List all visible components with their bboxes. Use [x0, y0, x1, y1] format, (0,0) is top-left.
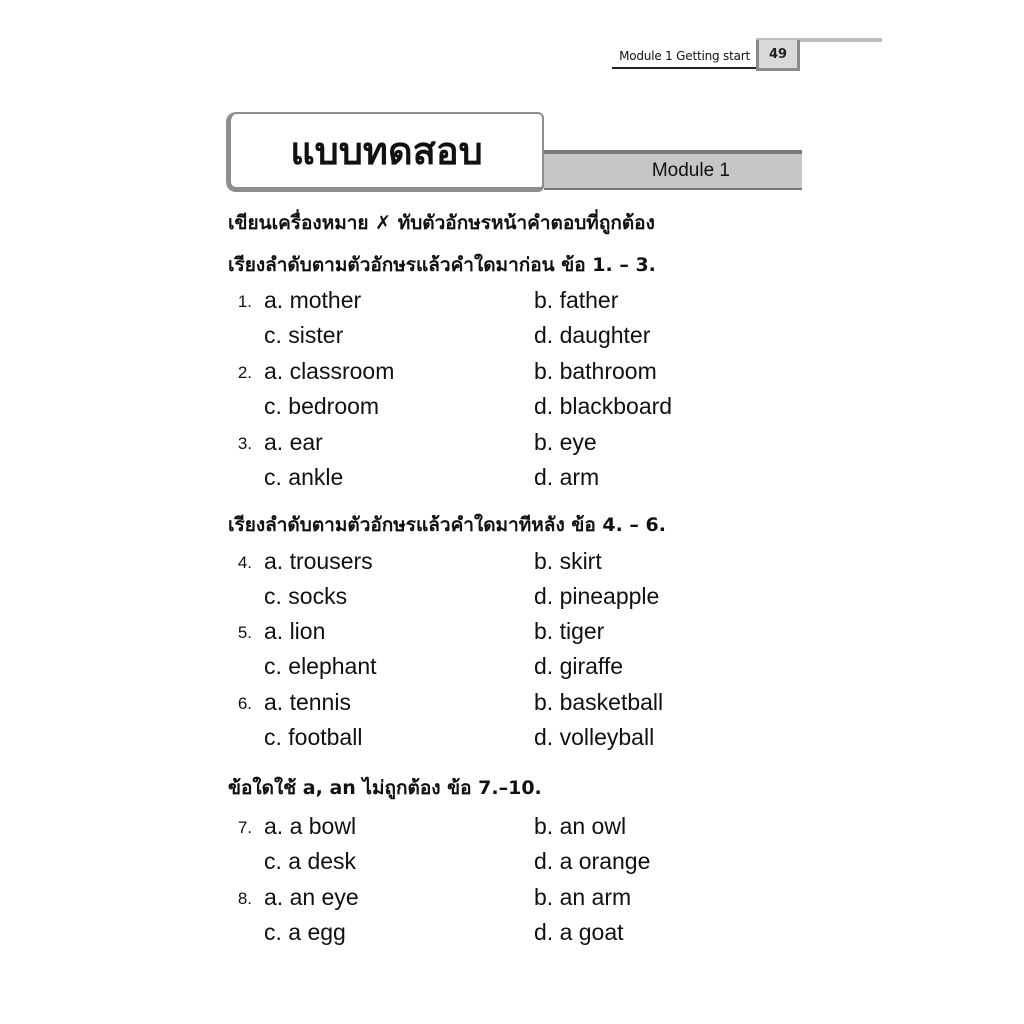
question-number: 7.	[237, 818, 252, 837]
question-number: 1.	[237, 292, 252, 311]
option-b[interactable]: b. bathroom	[534, 358, 657, 384]
option-a[interactable]: a. a bowl	[264, 813, 357, 839]
option-a[interactable]: a. an eye	[264, 884, 359, 910]
option-c[interactable]: c. socks	[264, 583, 348, 609]
module-label: Module 1	[651, 160, 730, 181]
option-a[interactable]: a. classroom	[264, 358, 395, 384]
header-rule	[612, 67, 756, 69]
question-number: 4.	[237, 553, 252, 572]
question-number: 6.	[237, 694, 252, 713]
option-c[interactable]: c. a egg	[264, 919, 346, 945]
instruction-main: เขียนเครื่องหมาย ✗ ทับตัวอักษรหน้าคำตอบที่ถูกต้อง	[228, 212, 655, 234]
question-number: 5.	[237, 623, 252, 642]
option-b[interactable]: b. father	[534, 287, 619, 313]
instruction-section-3: ข้อใดใช้ a, an ไม่ถูกต้อง ข้อ 7.–10.	[228, 777, 542, 799]
option-a[interactable]: a. ear	[264, 429, 323, 455]
option-d[interactable]: d. pineapple	[534, 583, 660, 609]
instruction-section-1: เรียงลำดับตามตัวอักษรแล้วคำใดมาก่อน ข้อ 1. – 3.	[228, 254, 656, 276]
option-d[interactable]: d. a goat	[534, 919, 624, 945]
question-number: 2.	[237, 363, 252, 382]
option-c[interactable]: c. a desk	[264, 848, 357, 874]
option-d[interactable]: d. daughter	[534, 322, 651, 348]
option-b[interactable]: b. an arm	[534, 884, 632, 910]
option-a[interactable]: a. tennis	[264, 689, 351, 715]
option-d[interactable]: d. blackboard	[534, 393, 673, 419]
option-d[interactable]: d. giraffe	[534, 653, 624, 679]
option-c[interactable]: c. sister	[264, 322, 344, 348]
option-b[interactable]: b. basketball	[534, 689, 664, 715]
option-d[interactable]: d. a orange	[534, 848, 651, 874]
option-b[interactable]: b. skirt	[534, 548, 602, 574]
question-number: 8.	[237, 889, 252, 908]
title-box	[226, 112, 544, 192]
page-number: 49	[756, 40, 800, 71]
instruction-section-2: เรียงลำดับตามตัวอักษรแล้วคำใดมาทีหลัง ข้อ 4. – 6.	[228, 514, 666, 536]
option-a[interactable]: a. lion	[264, 618, 326, 644]
option-a[interactable]: a. mother	[264, 287, 362, 313]
option-c[interactable]: c. ankle	[264, 464, 344, 490]
option-c[interactable]: c. elephant	[264, 653, 377, 679]
option-d[interactable]: d. volleyball	[534, 724, 655, 750]
option-b[interactable]: b. tiger	[534, 618, 605, 644]
question-number: 3.	[237, 434, 252, 453]
option-b[interactable]: b. an owl	[534, 813, 627, 839]
option-b[interactable]: b. eye	[534, 429, 597, 455]
running-title: Module 1 Getting start	[619, 49, 750, 63]
option-c[interactable]: c. football	[264, 724, 363, 750]
option-d[interactable]: d. arm	[534, 464, 600, 490]
option-a[interactable]: a. trousers	[264, 548, 373, 574]
option-c[interactable]: c. bedroom	[264, 393, 380, 419]
page-title: แบบทดสอบ	[290, 129, 483, 173]
